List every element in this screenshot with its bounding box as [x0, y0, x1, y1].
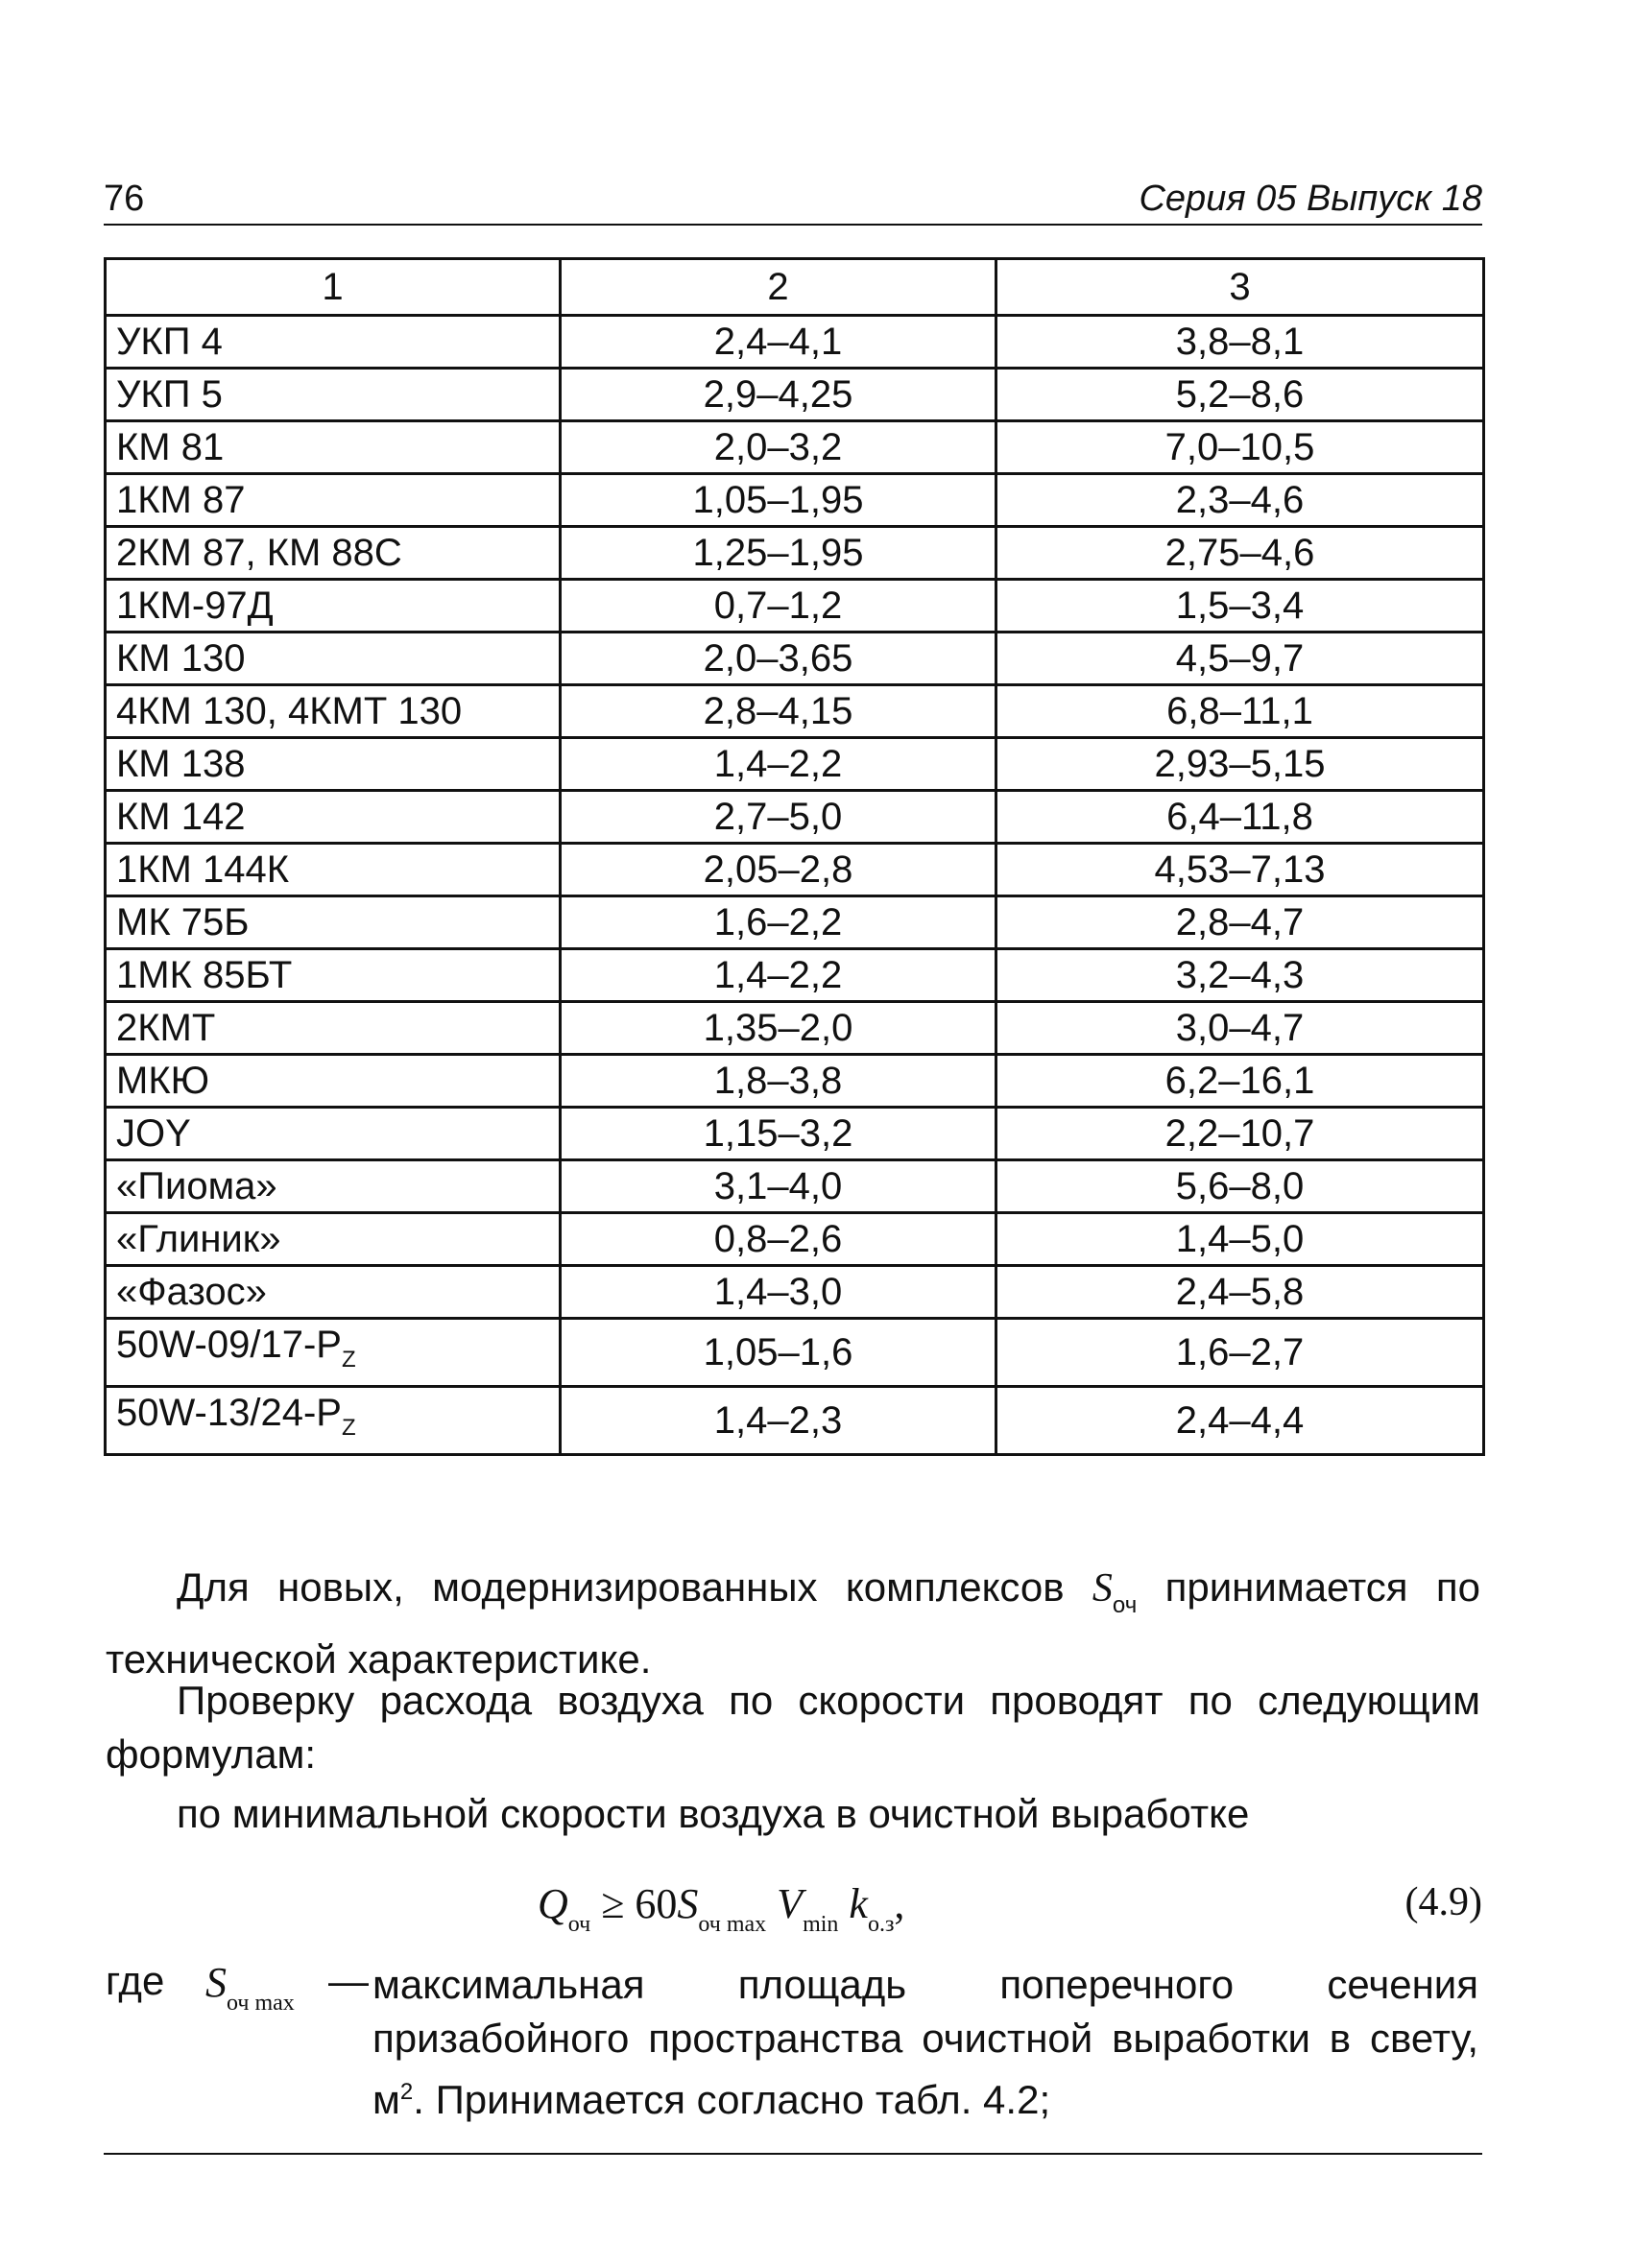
- where-symbol: [205, 1958, 295, 2017]
- table-cell-name: 1МК 85БТ: [106, 949, 561, 1002]
- table-cell-name: 2КМТ: [106, 1002, 561, 1055]
- table-cell-col3: 2,75–4,6: [996, 527, 1484, 580]
- table-cell-name: «Фазос»: [106, 1266, 561, 1319]
- paragraph-text: принимается по технической характеристике.: [106, 1564, 1480, 1682]
- table-row: [106, 791, 1484, 844]
- table-cell-col3: 3,8–8,1: [996, 316, 1484, 369]
- table-cell-col3: 2,8–4,7: [996, 896, 1484, 949]
- table-row: [106, 633, 1484, 685]
- where-symbol-s: S: [205, 1959, 227, 2006]
- table-cell-name: 4КМ 130, 4КМТ 130: [106, 685, 561, 738]
- table-row: [106, 738, 1484, 791]
- formula-4-9: [538, 1879, 904, 1938]
- paragraph-text: Для новых, модернизированных комплексов: [177, 1564, 1092, 1610]
- table-cell-name: 1КМ-97Д: [106, 580, 561, 633]
- formula-v: V: [777, 1880, 804, 1927]
- table-cell-name: 2КМ 87, КМ 88С: [106, 527, 561, 580]
- table-cell-name: КМ 81: [106, 421, 561, 474]
- table-cell-col3: 1,4–5,0: [996, 1213, 1484, 1266]
- formula-q-sub: оч: [567, 1912, 591, 1937]
- table-row: [106, 896, 1484, 949]
- table-cell-name: «Пиома»: [106, 1160, 561, 1213]
- table-row: [106, 949, 1484, 1002]
- table-row: [106, 421, 1484, 474]
- table-cell-col3: 2,2–10,7: [996, 1108, 1484, 1160]
- page-number: 76: [104, 179, 145, 219]
- footer-rule: [104, 2153, 1482, 2155]
- table-cell-name: [106, 1319, 561, 1387]
- column-header-2: 2: [561, 259, 996, 316]
- where-text-1: максимальная площадь поперечного сечения призабойного пространства очистной выработки в свету, м: [372, 1962, 1478, 2122]
- table-cell-col3: 2,93–5,15: [996, 738, 1484, 791]
- formula-k-sub: о.з: [867, 1912, 895, 1937]
- table-cell-col3: 4,53–7,13: [996, 844, 1484, 896]
- table-cell-col2: 1,05–1,6: [561, 1319, 996, 1387]
- table-cell-col2: 2,0–3,65: [561, 633, 996, 685]
- table-header-row: [106, 259, 1484, 316]
- data-table: [104, 257, 1485, 1456]
- where-dash: —: [328, 1958, 369, 2003]
- table-cell-col3: 6,4–11,8: [996, 791, 1484, 844]
- table-body: [106, 316, 1484, 1319]
- table-cell-name: JOY: [106, 1108, 561, 1160]
- table-cell-col3: 7,0–10,5: [996, 421, 1484, 474]
- table-cell-name: «Глиник»: [106, 1213, 561, 1266]
- table-cell-name: МК 75Б: [106, 896, 561, 949]
- table-row: [106, 844, 1484, 896]
- table-cell-col3: 6,8–11,1: [996, 685, 1484, 738]
- where-label: где: [106, 1958, 165, 2003]
- formula-k: k: [849, 1880, 868, 1927]
- table-cell-name: КМ 142: [106, 791, 561, 844]
- table-cell-col3: 3,2–4,3: [996, 949, 1484, 1002]
- table-row: [106, 316, 1484, 369]
- running-head: Серия 05 Выпуск 18: [1139, 179, 1482, 219]
- equation-number: (4.9): [1404, 1880, 1482, 1924]
- table-cell-col3: 6,2–16,1: [996, 1055, 1484, 1108]
- table-cell-col2: 1,4–3,0: [561, 1266, 996, 1319]
- table-cell-col3: 4,5–9,7: [996, 633, 1484, 685]
- table-row: [106, 1319, 1484, 1387]
- table-cell-col2: 3,1–4,0: [561, 1160, 996, 1213]
- table-cell-col3: 2,3–4,6: [996, 474, 1484, 527]
- formula-v-sub: min: [803, 1912, 839, 1937]
- table-cell-col2: 2,8–4,15: [561, 685, 996, 738]
- table-cell-col2: 1,4–2,2: [561, 738, 996, 791]
- table-row: [106, 369, 1484, 421]
- table-cell-name: УКП 5: [106, 369, 561, 421]
- paragraph-check: Проверку расхода воздуха по скорости проводят по следующим формулам:: [106, 1678, 1480, 1777]
- table-cell-col3: 2,4–5,8: [996, 1266, 1484, 1319]
- table-row: [106, 685, 1484, 738]
- table-cell-col2: 2,7–5,0: [561, 791, 996, 844]
- table-cell-col2: 1,05–1,95: [561, 474, 996, 527]
- page-header: [104, 179, 1482, 227]
- column-header-3: 3: [996, 259, 1484, 316]
- formula-s: S: [677, 1880, 699, 1927]
- row-pz-2-sub: Z: [341, 1415, 356, 1441]
- table-row: [106, 1108, 1484, 1160]
- table-cell-name: [106, 1387, 561, 1455]
- table-cell-col2: 2,9–4,25: [561, 369, 996, 421]
- table-cell-col3: 5,6–8,0: [996, 1160, 1484, 1213]
- table-cell-col3: 5,2–8,6: [996, 369, 1484, 421]
- table-cell-col2: 0,7–1,2: [561, 580, 996, 633]
- table-cell-col2: 2,4–4,1: [561, 316, 996, 369]
- formula-q: Q: [538, 1880, 568, 1927]
- table-cell-name: УКП 4: [106, 316, 561, 369]
- table-cell-col2: 0,8–2,6: [561, 1213, 996, 1266]
- table-cell-col2: 2,05–2,8: [561, 844, 996, 896]
- table-row: [106, 1160, 1484, 1213]
- table-row: [106, 1213, 1484, 1266]
- table-row: [106, 1055, 1484, 1108]
- table-cell-name: 1КМ 87: [106, 474, 561, 527]
- table-cell-col2: 1,8–3,8: [561, 1055, 996, 1108]
- table-cell-col2: 1,35–2,0: [561, 1002, 996, 1055]
- paragraph-min-speed: по минимальной скорости воздуха в очистной выработке: [177, 1791, 1250, 1836]
- where-symbol-sub: оч max: [227, 1991, 295, 2016]
- symbol-s-subscript: оч: [1112, 1592, 1138, 1618]
- table-row: [106, 1266, 1484, 1319]
- table-cell-col2: 1,4–2,3: [561, 1387, 996, 1455]
- table-cell-col3: 1,6–2,7: [996, 1319, 1484, 1387]
- table-row: [106, 580, 1484, 633]
- table-cell-col3: 3,0–4,7: [996, 1002, 1484, 1055]
- table-cell-col2: 1,15–3,2: [561, 1108, 996, 1160]
- formula-s-sub: оч max: [698, 1912, 767, 1937]
- table-cell-name: 1КМ 144К: [106, 844, 561, 896]
- table-cell-col2: 1,4–2,2: [561, 949, 996, 1002]
- table-cell-col3: 2,4–4,4: [996, 1387, 1484, 1455]
- table-row: [106, 1002, 1484, 1055]
- symbol-s: S: [1092, 1566, 1113, 1611]
- row-pz-1-name: 50W-09/17-P: [116, 1324, 342, 1366]
- table-row: [106, 474, 1484, 527]
- row-pz-1-sub: Z: [341, 1347, 356, 1373]
- column-header-1: 1: [106, 259, 561, 316]
- table-row: [106, 527, 1484, 580]
- formula-relation: ≥ 60: [590, 1880, 678, 1927]
- paragraph-new-complexes: [106, 1561, 1480, 1686]
- table-cell-col3: 1,5–3,4: [996, 580, 1484, 633]
- header-rule: [104, 224, 1482, 226]
- where-text-sup: 2: [399, 2079, 414, 2105]
- table-row: [106, 1387, 1484, 1455]
- table-cell-name: КМ 138: [106, 738, 561, 791]
- table-cell-name: КМ 130: [106, 633, 561, 685]
- table-cell-name: МКЮ: [106, 1055, 561, 1108]
- where-text-2: . Принимается согласно табл. 4.2;: [413, 2077, 1051, 2122]
- table-cell-col2: 1,25–1,95: [561, 527, 996, 580]
- row-pz-2-name: 50W-13/24-P: [116, 1392, 342, 1434]
- table-cell-col2: 1,6–2,2: [561, 896, 996, 949]
- table-cell-col2: 2,0–3,2: [561, 421, 996, 474]
- formula-tail: ,: [894, 1880, 905, 1927]
- where-definition: [372, 1958, 1478, 2127]
